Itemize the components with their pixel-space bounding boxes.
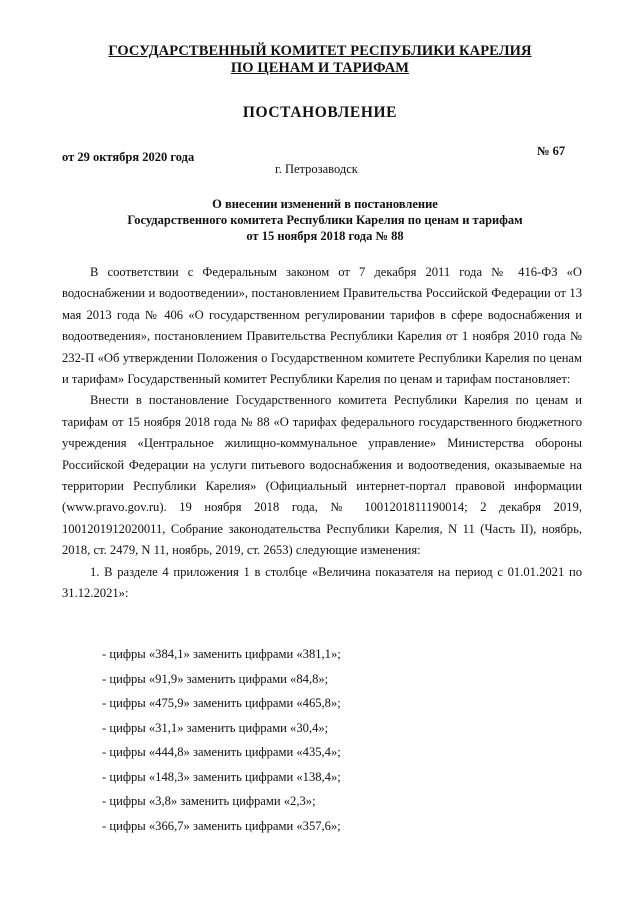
change-item: - цифры «148,3» заменить цифрами «138,4»;: [102, 769, 341, 784]
document-type: ПОСТАНОВЛЕНИЕ: [242, 104, 398, 121]
item-1-paragraph: 1. В разделе 4 приложения 1 в столбце «Величина показателя на период с 01.01.2021 по 31.12.2021»:: [62, 564, 582, 601]
changes-list: [102, 642, 542, 838]
amendment-paragraph: Внести в постановление Государственного комитета Республики Карелия по ценам и тарифам от 15 ноября 2018 года № 88 «О тарифах федерального государственного бюджетного учреждения «Центральное жилищно-коммунальное управление» Министерства обороны Российской Федерации на услуги питьевого водоснабжения и водоотведения, оказываемые на территории Республики Карелия» (Официальный интернет-портал правовой информации (www.pravo.gov.ru). 19 ноября 2018 года, № 1001201811190014; 2 декабря 2019, 1001201912020011, Собрание законодательства Республики Карелия, N 11 (Часть II), ноябрь, 2018, ст. 2479, N 11, ноябрь, 2019, ст. 2653) следующие изменения:: [62, 393, 582, 558]
document-subject: [80, 196, 570, 244]
issuing-organization: [60, 43, 580, 77]
change-item: - цифры «3,8» заменить цифрами «2,3»;: [102, 794, 316, 808]
change-item: - цифры «384,1» заменить цифрами «381,1»;: [102, 647, 341, 661]
document-date: от 29 октября 2020 года: [62, 150, 195, 164]
org-name-line2: ПО ЦЕНАМ И ТАРИФАМ: [230, 60, 410, 76]
change-item: - цифры «444,8» заменить цифрами «435,4»;: [102, 745, 341, 759]
change-item: - цифры «91,9» заменить цифрами «84,8»;: [102, 671, 329, 686]
document-city: г. Петрозаводск: [275, 162, 358, 176]
change-item: - цифры «475,9» заменить цифрами «465,8»;: [102, 696, 341, 710]
subject-line3: от 15 ноября 2018 года № 88: [246, 229, 404, 243]
change-item: - цифры «31,1» заменить цифрами «30,4»;: [102, 720, 329, 735]
preamble-paragraph: В соответствии с Федеральным законом от 7 декабря 2011 года № 416-ФЗ «О водоснабжении и водоотведении», постановлением Правительства Российской Федерации от 13 мая 2013 года № 406 «О государственном регулировании тарифов в сфере водоснабжения и водоотведения», постановлением Правительства Республики Карелия от 1 ноября 2010 года № 232-П «Об утверждении Положения о Государственном комитете Республики Карелия по ценам и тарифам» Государственный комитет Республики Карелия по ценам и тарифам постановляет:: [62, 265, 582, 387]
org-name-line1: ГОСУДАРСТВЕННЫЙ КОМИТЕТ РЕСПУБЛИКИ КАРЕЛИЯ: [108, 43, 532, 59]
change-item: - цифры «366,7» заменить цифрами «357,6»;: [102, 818, 341, 833]
document-body: [62, 262, 582, 605]
document-number: № 67: [537, 144, 566, 158]
subject-line1: О внесении изменений в постановление: [212, 197, 438, 211]
subject-line2: Государственного комитета Республики Карелия по ценам и тарифам: [127, 213, 523, 227]
